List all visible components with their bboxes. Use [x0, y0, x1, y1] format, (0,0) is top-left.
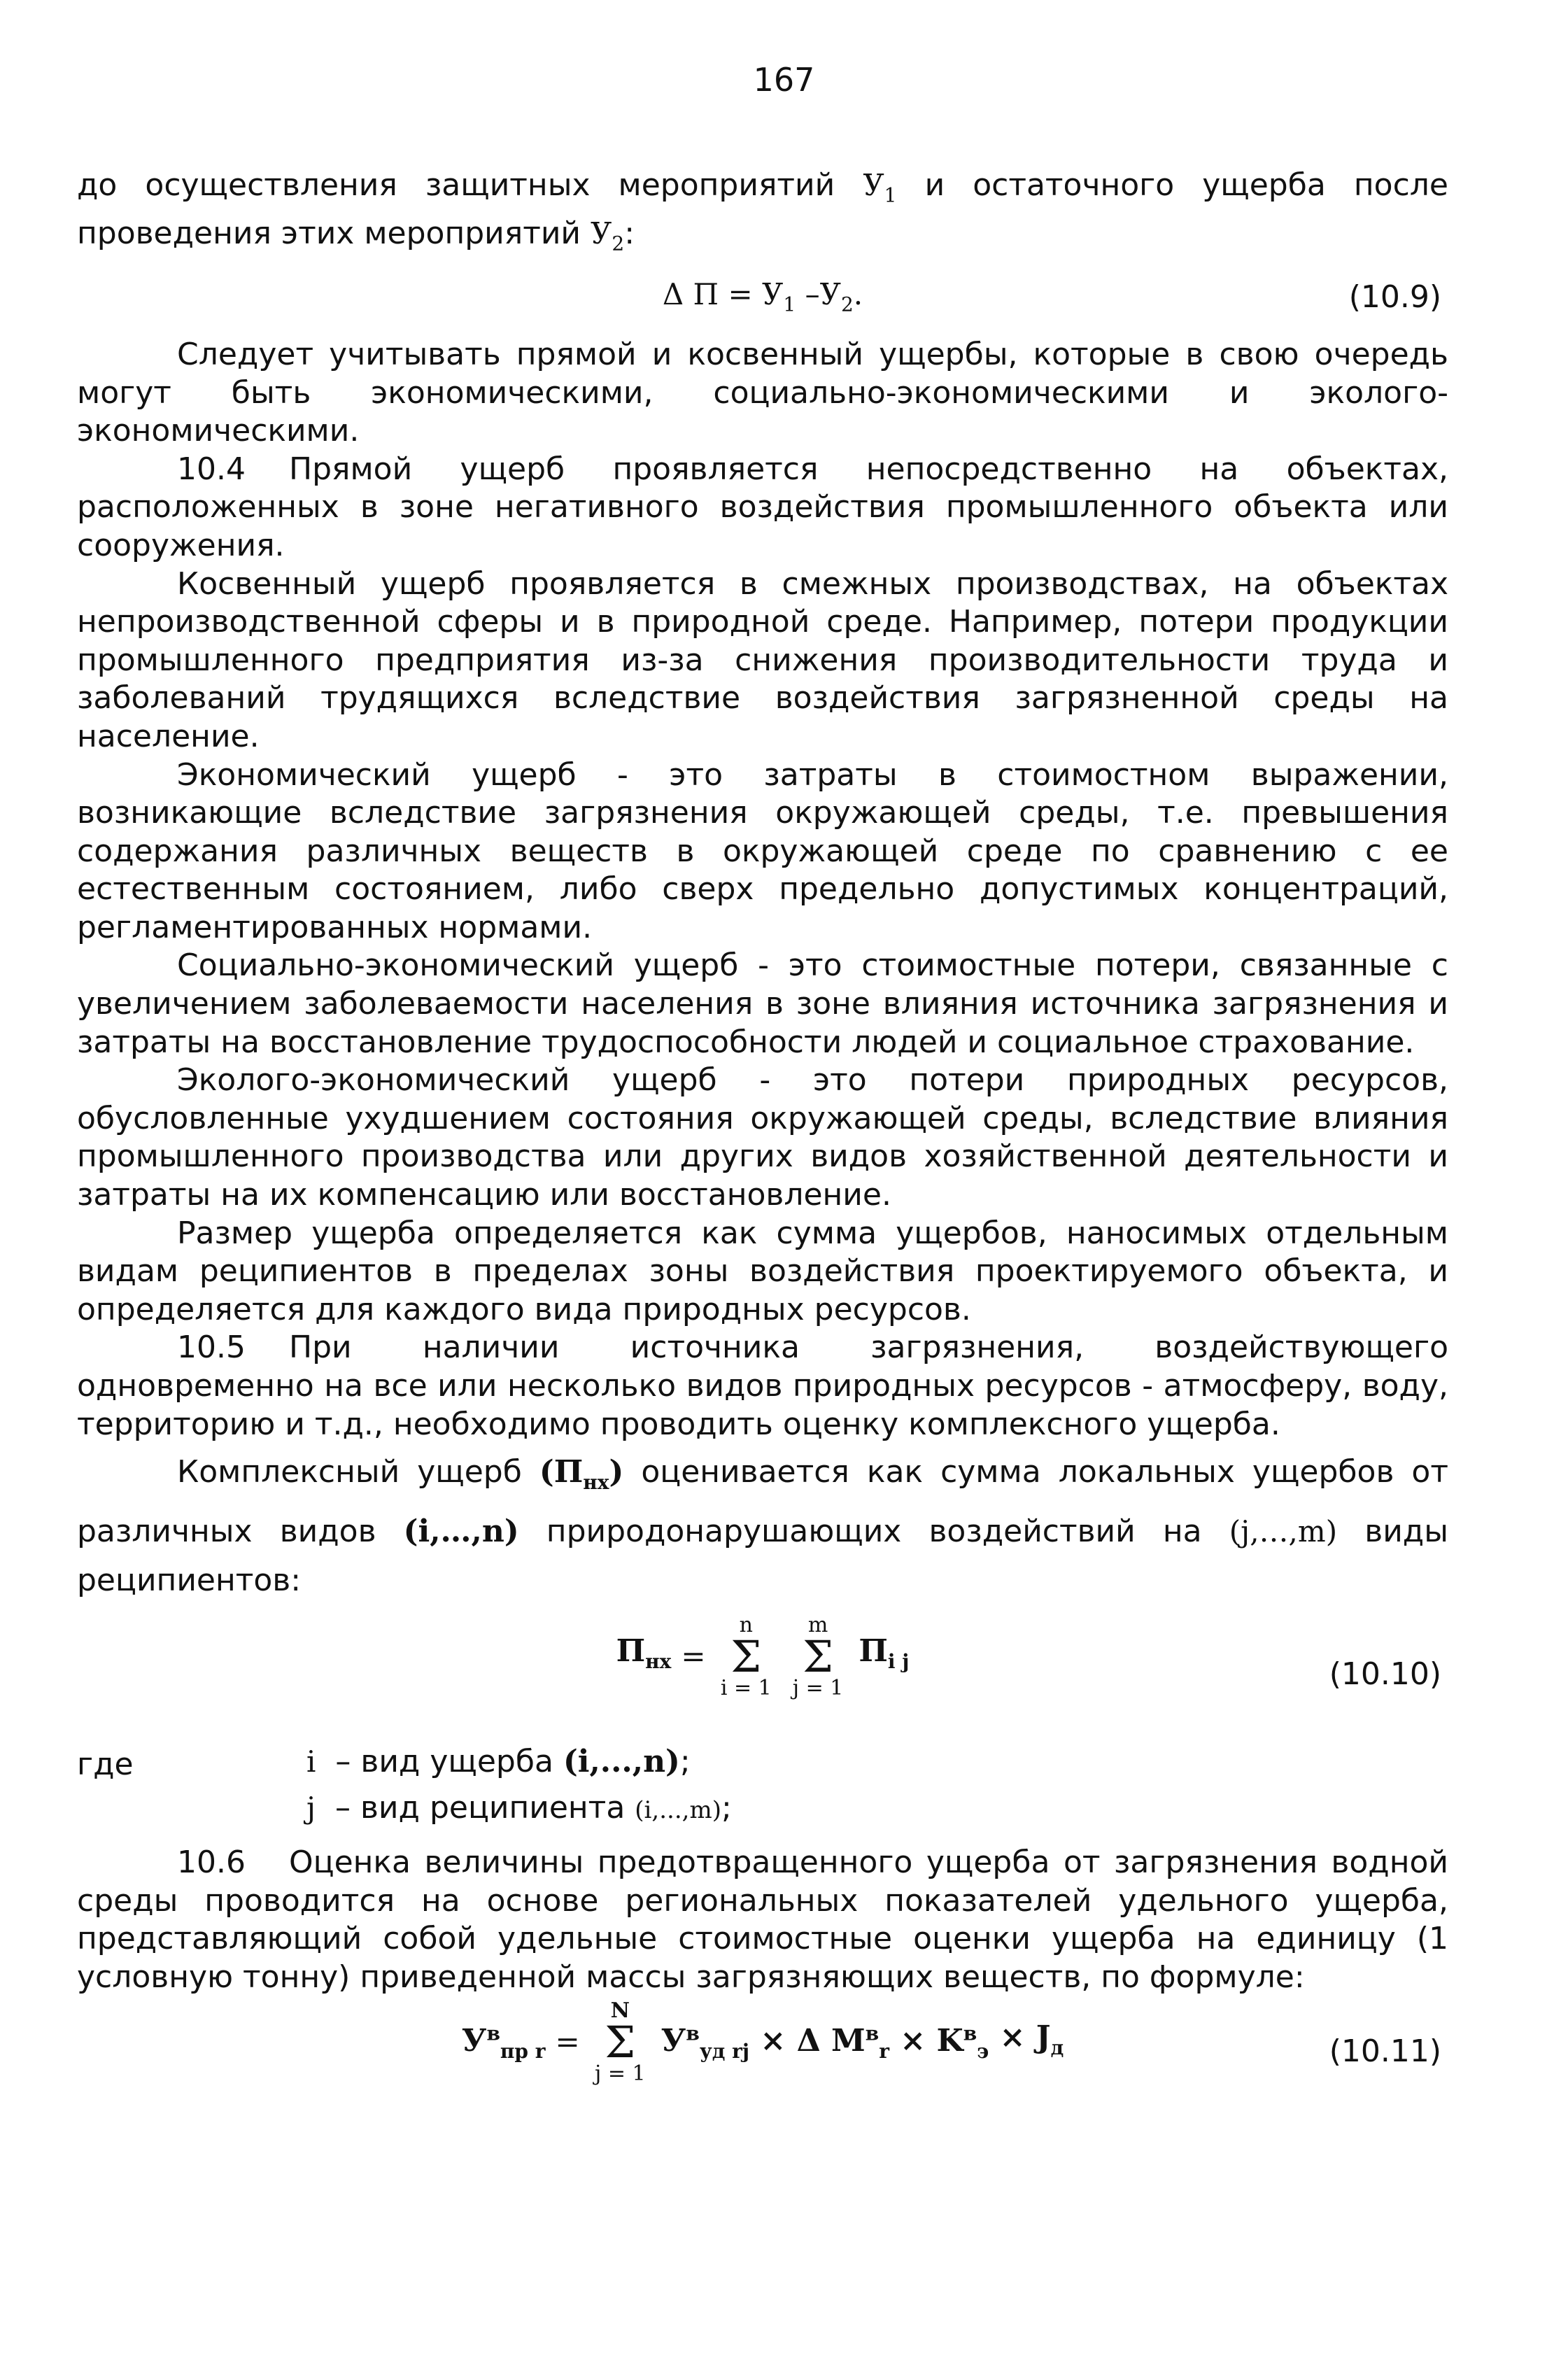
page-number: 167 — [753, 61, 815, 99]
paragraph-economic-damage: Экономический ущерб - это затраты в стоимостном выражении, возникающие вследствие загрязнения окружающей среды, т.е. превышения содержания различных веществ в окружающей среде по сравнению с ее естественным состоянием, либо сверх предельно допустимых концентраций, регламентированных нормами. — [77, 756, 1448, 945]
paragraph-direct-damage: 10.4 Прямой ущерб проявляется непосредственно на объектах, расположенных в зоне негативного воздействия промышленного объекта или сооружения. — [77, 451, 1448, 563]
equation-10-10 — [77, 1614, 1448, 1729]
equation-10-11 — [77, 1999, 1448, 2104]
var-y1: $У_1$ — [863, 168, 897, 207]
var-y2: $У_2$ — [591, 216, 625, 255]
paragraph-indirect-damage: Косвенный ущерб проявляется в смежных производствах, на объектах непроизводственной сферы и в природной среде. Например, потери продукции промышленного предприятия из-за снижения производительности труда и заболеваний трудящихся вследствие воздействия загрязненной среды на население. — [77, 565, 1448, 754]
paragraph-water-damage: 10.6 Оценка величины предотвращенного ущерба от загрязнения водной среды проводится на основе региональных показателей удельного ущерба, представляющий собой удельные стоимостные оценки ущерба на единицу (1 условную тонну) приведенной массы загрязняющих веществ, по формуле: — [77, 1844, 1448, 1995]
paragraph-damage-types: Следует учитывать прямой и косвенный ущербы, которые в свою очередь могут быть экономическими, социально-экономическими и эколого-экономическими. — [77, 336, 1448, 449]
equation-10-11-formula: $У^в_{пр r}$ = N Σ j = 1 $У^в_{уд rj} \times \Delta$ $M^в_r \times K^в_э \times J_д$ — [461, 1998, 1064, 2087]
sum-over-i: n Σ i = 1 — [720, 1612, 772, 1700]
definition-i: i – вид ущерба (i,...,n); — [306, 1743, 691, 1779]
section-number: 10.6 — [177, 1844, 246, 1880]
where-label: где — [77, 1746, 134, 1782]
page-content — [77, 167, 1448, 2111]
paragraph-complex-source: 10.5 При наличии источника загрязнения, воздействующего одновременно на все или несколько видов природных ресурсов - атмосферу, воду, территорию и т.д., необходимо проводить оценку комплексного ущерба. — [77, 1329, 1448, 1442]
equation-10-9-formula: Δ $П = У_1$ $-У_2$. — [662, 276, 863, 316]
equation-10-10-formula: $П_{нх}$ = n Σ i = 1 m Σ j = 1 $П_{i j}$ — [616, 1612, 910, 1700]
range-j: (j,…,m) — [1229, 1514, 1338, 1549]
section-number: 10.5 — [177, 1329, 246, 1366]
equation-10-9 — [77, 270, 1448, 327]
sum-over-j: m Σ j = 1 — [792, 1612, 844, 1700]
range-i: (i,…,n) — [403, 1513, 519, 1549]
intro-text-b: и остаточного ущерба после проведения этих мероприятий — [77, 167, 1448, 251]
equation-10-9-number: (10.9) — [1348, 278, 1441, 315]
symbol-p-nx: $(П_{нх})$ — [539, 1454, 624, 1494]
intro-paragraph: до осуществления защитных мероприятий $У_1$ и остаточного ущерба после проведения этих мероприятий $У_2$: — [77, 167, 1448, 255]
sum-over-j: N Σ j = 1 — [595, 1998, 646, 2087]
paragraph-eco-economic-damage: Эколого-экономический ущерб - это потери природных ресурсов, обусловленные ухудшением состояния окружающей среды, вследствие влияния промышленного производства или других видов хозяйственной деятельности и затраты на их компенсацию или восстановление. — [77, 1062, 1448, 1213]
equation-10-11-number: (10.11) — [1329, 2033, 1441, 2070]
paragraph-socio-economic-damage: Социально-экономический ущерб - это стоимостные потери, связанные с увеличением заболеваемости населения в зоне влияния источника загрязнения и затраты на восстановление трудоспособности людей и социальное страхование. — [77, 947, 1448, 1060]
where-definitions — [77, 1736, 1448, 1831]
definition-j: j – вид реципиента (i,...,m); — [306, 1789, 732, 1826]
equation-10-10-number: (10.10) — [1329, 1656, 1441, 1692]
intro-text-a: до осуществления защитных мероприятий — [77, 167, 835, 203]
section-number: 10.4 — [177, 451, 246, 487]
paragraph-damage-size: Размер ущерба определяется как сумма ущербов, наносимых отдельным видам реципиентов в пределах зоны воздействия проектируемого объекта, и определяется для каждого вида природных ресурсов. — [77, 1215, 1448, 1327]
paragraph-complex-damage: Комплексный ущерб $(П_{нх})$ оценивается как сумма локальных ущербов от различных видов (i,…,n) природонарушающих воздействий на (j,…,m) виды реципиентов: — [77, 1454, 1448, 1598]
